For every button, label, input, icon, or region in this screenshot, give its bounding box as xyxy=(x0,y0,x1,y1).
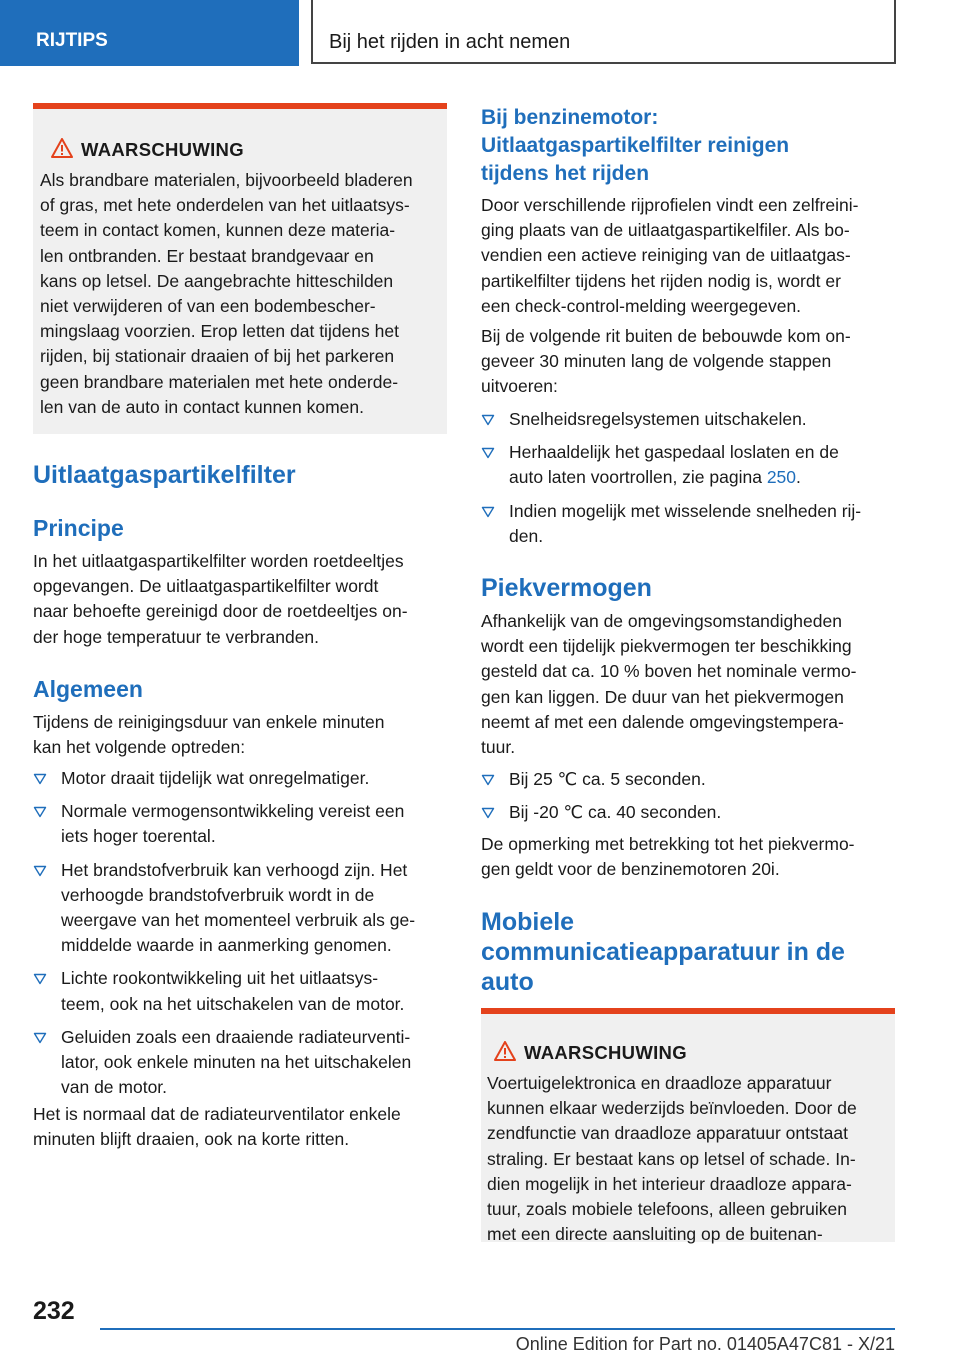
triangle-bullet-icon xyxy=(33,973,47,985)
heading-piekvermogen: Piekvermogen xyxy=(481,574,652,602)
triangle-bullet-icon xyxy=(33,1032,47,1044)
warning-text: Als brandbare materialen, bijvoorbeeld bladeren of gras, met hete onderdelen van het uitlaatsys- teem in contact komen, kunnen deze materia- len ontbranden. Er bestaat brandgevaar en kans op letsel. De aangebrachte hitteschilden niet verwijderen of van een bodembescher- mingslaag voorzien. Erop letten dat tijdens het rijden, bij stationair draaien of bij het parkeren geen brandbare materialen met hete onderde- len van de auto in contact kunnen komen. xyxy=(40,170,413,417)
list-item: Geluiden zoals een draaiende radiateurventi- lator, ook enkele minuten na het uitschakelen van de motor. xyxy=(33,1025,447,1101)
triangle-bullet-icon xyxy=(33,773,47,785)
list-item: Normale vermogensontwikkeling vereist een iets hoger toerental. xyxy=(33,799,447,849)
list-item: Het brandstofverbruik kan verhoogd zijn. Het verhoogde brandstofverbruik wordt in de weergave van het momenteel verbruik als ge- middelde waarde in aanmerking genomen. xyxy=(33,858,447,959)
footer-divider xyxy=(100,1328,895,1330)
list-item: Bij -20 ℃ ca. 40 seconden. xyxy=(481,800,895,825)
triangle-bullet-icon xyxy=(481,506,495,518)
warning-triangle-icon xyxy=(51,138,73,158)
edition-note: Online Edition for Part no. 01405A47C81 - X/21 xyxy=(515,1334,895,1354)
warning-text: Voertuigelektronica en draadloze apparatuur kunnen elkaar wederzijds beïnvloeden. Door de zendfunctie van draadloze apparatuur ontstaat straling. Er bestaat kans op letsel of schade. In- dien mogelijk in het interieur draadloze appara- tuur, zoals mobiele telefoons, alleen gebruiken met een directe aansluiting op de buitenan- xyxy=(487,1073,857,1245)
heading-algemeen: Algemeen xyxy=(33,676,143,702)
triangle-bullet-icon xyxy=(481,447,495,459)
list-item: Lichte rookontwikkeling uit het uitlaatsys- teem, ook na het uitschakelen van de motor. xyxy=(33,966,447,1016)
warning-triangle-icon xyxy=(494,1041,516,1061)
algemeen-intro: Tijdens de reinigingsduur van enkele minuten kan het volgende optreden: xyxy=(33,712,385,758)
page-link-250[interactable]: 250 xyxy=(766,467,797,488)
warning-title: WAARSCHUWING xyxy=(40,133,437,167)
list-item: Snelheidsregelsystemen uitschakelen. xyxy=(481,407,895,432)
triangle-bullet-icon xyxy=(33,865,47,877)
triangle-bullet-icon xyxy=(481,774,495,786)
benzine-para1: Door verschillende rijprofielen vindt een zelfreini- ging plaats van de uitlaatgaspartikelfiler. Als bo- vendien een actieve reiniging van de uitlaatgas- partikelfilter tijdens het rijden nodig is, wordt er een check-control-melding weergegeven. xyxy=(481,195,859,316)
chapter-title: Bij het rijden in acht nemen xyxy=(311,0,896,64)
algemeen-list xyxy=(33,766,447,1108)
piek-outro: De opmerking met betrekking tot het piekvermo- gen geldt voor de benzinemotoren 20i. xyxy=(481,834,855,880)
benzine-list xyxy=(481,407,895,557)
triangle-bullet-icon xyxy=(33,806,47,818)
piek-text: Afhankelijk van de omgevingsomstandigheden wordt een tijdelijk piekvermogen ter beschikking gesteld dat ca. 10 % boven het nominale vermo- gen kan liggen. De duur van het piekvermogen neemt af met een dalende omgevingstempera- tuur. xyxy=(481,611,857,758)
section-tab: RIJTIPS xyxy=(0,0,299,66)
list-item: Herhaaldelijk het gaspedaal loslaten en de auto laten voortrollen, zie pagina 250. xyxy=(481,440,895,490)
list-item: Indien mogelijk met wisselende snelheden rij- den. xyxy=(481,499,895,549)
page-header xyxy=(0,0,960,66)
heading-uitlaatgaspartikelfilter: Uitlaatgaspartikelfilter xyxy=(33,461,296,489)
heading-mobiele-communicatie: Mobiele communicatieapparatuur in de auto xyxy=(481,908,845,996)
warning-box-left xyxy=(33,103,447,434)
list-item: Bij 25 ℃ ca. 5 seconden. xyxy=(481,767,895,792)
list-item: Motor draait tijdelijk wat onregelmatiger. xyxy=(33,766,447,791)
warning-box-right xyxy=(481,1008,895,1245)
principe-text: In het uitlaatgaspartikelfilter worden roetdeeltjes opgevangen. De uitlaatgaspartikelfilter wordt naar behoefte gereinigd door de roetdeeltjes on- der hoge temperatuur te verbranden. xyxy=(33,551,408,647)
warning-title: WAARSCHUWING xyxy=(487,1036,885,1070)
piek-list xyxy=(481,767,895,833)
heading-principe: Principe xyxy=(33,515,124,541)
triangle-bullet-icon xyxy=(481,807,495,819)
heading-benzinemotor: Bij benzinemotor: Uitlaatgaspartikelfilter reinigen tijdens het rijden xyxy=(481,106,790,185)
algemeen-outro: Het is normaal dat de radiateurventilator enkele minuten blijft draaien, ook na korte ritten. xyxy=(33,1104,401,1150)
page-number: 232 xyxy=(33,1297,75,1325)
triangle-bullet-icon xyxy=(481,414,495,426)
benzine-para2: Bij de volgende rit buiten de bebouwde kom on- geveer 30 minuten lang de volgende stappen uitvoeren: xyxy=(481,326,851,397)
